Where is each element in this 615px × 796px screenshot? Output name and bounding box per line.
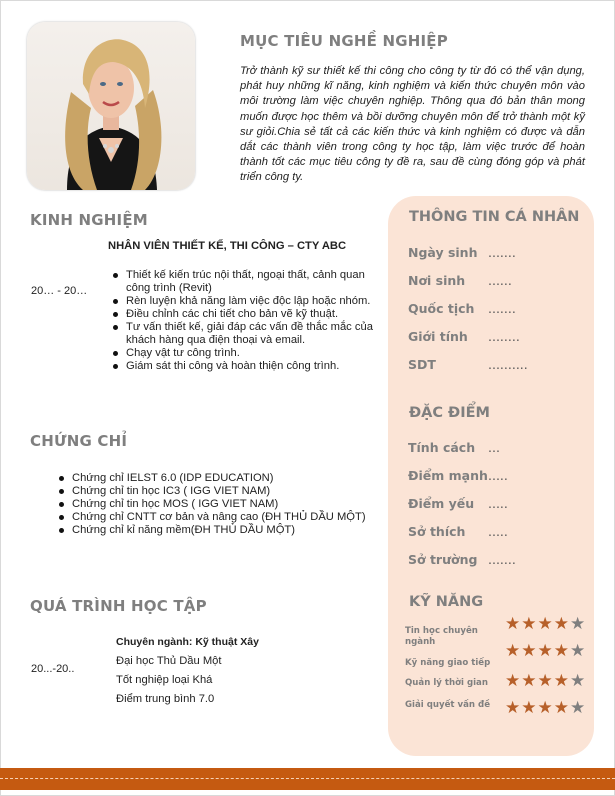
skill-label: Giải quyết vấn đề	[405, 700, 491, 710]
list-item: Giám sát thi công và hoàn thiện công trình.	[126, 360, 388, 373]
personal-row-birthplace	[408, 273, 512, 288]
star-filled-icon: ★	[537, 671, 554, 690]
row-value: ...	[488, 440, 500, 455]
skills-heading: KỸ NĂNG	[409, 594, 484, 610]
experience-heading: KINH NGHIỆM	[30, 211, 148, 229]
star-filled-icon: ★	[521, 698, 538, 717]
footer-band	[0, 768, 615, 790]
star-empty-icon: ★	[570, 641, 587, 660]
list-item: Chứng chỉ CNTT cơ bản và nâng cao (ĐH THỦ DẦU MỘT)	[72, 511, 384, 524]
skill-label: Kỹ năng giao tiếp	[405, 658, 491, 668]
row-label: Ngày sinh	[408, 245, 478, 260]
row-value: ..........	[488, 357, 528, 372]
skill-rating	[505, 641, 586, 661]
star-filled-icon: ★	[505, 671, 522, 690]
row-label: Sở trường	[408, 552, 478, 567]
profile-photo	[27, 22, 195, 190]
row-value: .....	[488, 496, 508, 511]
trait-row-forte	[408, 552, 516, 567]
row-label: Điểm yếu	[408, 496, 475, 511]
trait-row-personality	[408, 440, 500, 455]
row-value: .....	[488, 524, 508, 539]
education-date: 20...-20..	[31, 663, 75, 675]
star-empty-icon: ★	[570, 698, 587, 717]
traits-heading: ĐẶC ĐIỂM	[409, 405, 490, 421]
job-title: NHÂN VIÊN THIẾT KẾ, THI CÔNG – CTY ABC	[108, 240, 347, 252]
personal-info-heading: THÔNG TIN CÁ NHÂN	[409, 209, 580, 225]
star-filled-icon: ★	[553, 698, 570, 717]
row-label: Tính cách	[408, 440, 476, 455]
personal-row-phone	[408, 357, 528, 372]
star-filled-icon: ★	[553, 671, 570, 690]
star-filled-icon: ★	[521, 671, 538, 690]
row-value: .......	[488, 245, 516, 260]
skill-rating	[505, 671, 586, 691]
list-item: Điều chỉnh các chi tiết cho bản vẽ kỹ thuật.	[126, 308, 388, 321]
row-label: Nơi sinh	[408, 273, 466, 288]
star-filled-icon: ★	[537, 641, 554, 660]
education-school: Đại học Thủ Dầu Một	[116, 655, 222, 667]
star-empty-icon: ★	[570, 671, 587, 690]
personal-row-nationality	[408, 301, 516, 316]
star-filled-icon: ★	[537, 614, 554, 633]
row-label: Sở thích	[408, 524, 466, 539]
row-value: .....	[488, 468, 508, 483]
row-value: ......	[488, 273, 512, 288]
education-major: Chuyên ngành: Kỹ thuật Xây	[116, 636, 259, 648]
education-graduation: Tốt nghiệp loại Khá	[116, 674, 213, 686]
education-gpa: Điểm trung bình 7.0	[116, 693, 215, 705]
objective-heading: MỤC TIÊU NGHỀ NGHIỆP	[240, 32, 448, 50]
star-empty-icon: ★	[570, 614, 587, 633]
row-label: Giới tính	[408, 329, 468, 344]
row-label: Điểm mạnh	[408, 468, 488, 483]
objective-text: Trở thành kỹ sư thiết kế thi công cho công ty từ đó có thể vận dụng, phát huy những kĩ năng, kinh nghiệm và kiến thức chuyên môn vào môi trường làm việc chuyên nghiệp. Thông qua đó bản thân mong muốn được học thêm và bồi dưỡng chuyên môn để trở thành một kỹ sư giỏi.Chia sẻ tất cả các kiến thức và kinh nghiệm có được và dẫn dắt các thành viên trong công ty học tập, làm việc trước để hoàn thành tốt các mục tiêu công ty đề ra, sau đề cùng đóng góp và phát triển công ty.	[240, 65, 585, 184]
skill-label: Quản lý thời gian	[405, 678, 488, 688]
skill-label: Tin học chuyên ngành	[405, 626, 478, 647]
list-item: Tư vấn thiết kế, giải đáp các vấn đề thắc mắc của khách hàng qua điện thoại và email.	[126, 321, 388, 347]
row-value: .......	[488, 552, 516, 567]
row-value: ........	[488, 329, 520, 344]
star-filled-icon: ★	[505, 698, 522, 717]
personal-row-gender	[408, 329, 520, 344]
star-filled-icon: ★	[553, 614, 570, 633]
star-filled-icon: ★	[537, 698, 554, 717]
skill-rating	[505, 614, 586, 634]
list-item: Chứng chỉ tin học IC3 ( IGG VIET NAM)	[72, 485, 384, 498]
skill-rating	[505, 698, 586, 718]
row-label: SDT	[408, 357, 436, 372]
trait-row-strengths	[408, 468, 508, 483]
certificates-heading: CHỨNG CHỈ	[30, 432, 128, 450]
education-heading: QUÁ TRÌNH HỌC TẬP	[30, 597, 207, 615]
star-filled-icon: ★	[521, 614, 538, 633]
experience-date: 20… - 20…	[31, 285, 88, 297]
trait-row-weaknesses	[408, 496, 508, 511]
list-item: Chứng chỉ IELST 6.0 (IDP EDUCATION)	[72, 472, 384, 485]
row-value: .......	[488, 301, 516, 316]
star-filled-icon: ★	[521, 641, 538, 660]
list-item: Chạy vật tư công trình.	[126, 347, 388, 360]
star-filled-icon: ★	[505, 641, 522, 660]
list-item: Rèn luyện khả năng làm việc độc lập hoặc nhóm.	[126, 295, 388, 308]
list-item: Chứng chỉ tin học MOS ( IGG VIET NAM)	[72, 498, 384, 511]
list-item: Chứng chỉ kỉ năng mềm(ĐH THỦ DẦU MỘT)	[72, 524, 384, 537]
footer-dashed-line	[0, 778, 615, 779]
row-label: Quốc tịch	[408, 301, 475, 316]
list-item: Thiết kế kiến trúc nội thất, ngoại thất, cảnh quan công trình (Revit)	[126, 269, 388, 295]
star-filled-icon: ★	[505, 614, 522, 633]
trait-row-hobbies	[408, 524, 508, 539]
experience-list	[108, 269, 388, 373]
portrait-illustration	[27, 22, 195, 190]
personal-row-birthdate	[408, 245, 516, 260]
certificates-list	[54, 472, 384, 537]
star-filled-icon: ★	[553, 641, 570, 660]
